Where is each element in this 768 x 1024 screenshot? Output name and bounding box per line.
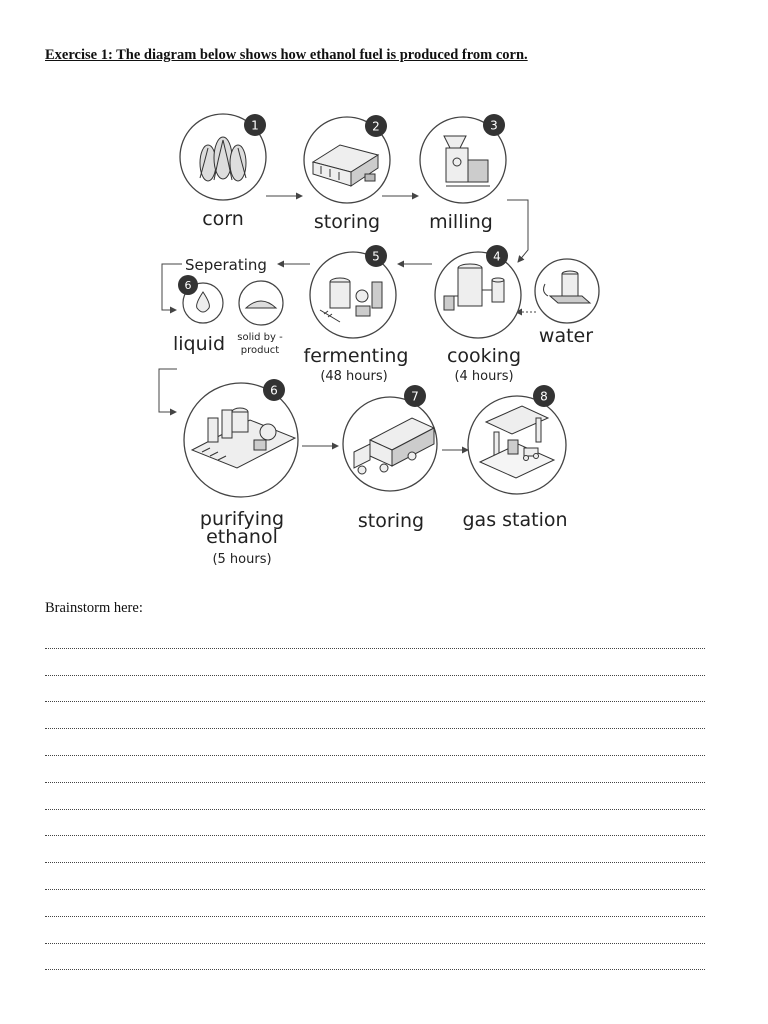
dotted-writing-line[interactable]	[45, 659, 705, 686]
step-7-label: storing	[357, 510, 425, 532]
step-2-number: 2	[372, 119, 380, 134]
dotted-writing-line[interactable]	[45, 632, 705, 659]
step-6-label-line1: purifying	[199, 508, 285, 530]
step-purifying	[184, 379, 298, 567]
step-4-number: 4	[493, 249, 501, 264]
step-milling	[420, 114, 506, 233]
dotted-writing-line[interactable]	[45, 900, 705, 927]
step-3-number: 3	[490, 118, 498, 133]
water-label: water	[538, 325, 594, 347]
step-5-duration: (48 hours)	[320, 369, 388, 384]
step-4-duration: (4 hours)	[454, 369, 514, 384]
step-gas-station	[462, 385, 567, 531]
dotted-writing-line[interactable]	[45, 766, 705, 793]
water-input	[516, 259, 599, 347]
dotted-writing-line[interactable]	[45, 846, 705, 873]
step-8-number: 8	[540, 389, 548, 404]
brainstorm-label: Brainstorm here:	[45, 600, 143, 616]
step-fermenting	[304, 245, 409, 384]
step-cooking	[435, 245, 521, 384]
arrow-milling-to-cooking	[507, 200, 528, 262]
step-6-duration: (5 hours)	[212, 552, 272, 567]
exercise-title: Exercise 1: The diagram below shows how ethanol fuel is produced from corn.	[45, 47, 528, 63]
dotted-writing-line[interactable]	[45, 793, 705, 820]
separating-label: Seperating	[185, 256, 267, 274]
solid-label-line1: solid by -	[237, 332, 283, 343]
step-storing-warehouse	[304, 115, 390, 233]
brainstorm-writing-lines[interactable]	[45, 632, 705, 980]
step-4-label: cooking	[446, 345, 522, 367]
liquid-number: 6	[184, 279, 192, 292]
step-corn	[180, 114, 266, 230]
dotted-writing-line[interactable]	[45, 739, 705, 766]
dotted-writing-line[interactable]	[45, 873, 705, 900]
step-8-label: gas station	[462, 509, 568, 531]
step-5-number: 5	[372, 249, 380, 264]
step-storing-truck	[343, 385, 437, 532]
dotted-writing-line[interactable]	[45, 712, 705, 739]
step-2-label: storing	[313, 211, 381, 233]
step-1-number: 1	[251, 118, 259, 133]
dotted-writing-line[interactable]	[45, 954, 705, 981]
step-6-label-line2: ethanol	[206, 526, 278, 548]
ethanol-process-diagram	[150, 100, 620, 580]
arrow-liquid-to-purifying	[159, 369, 177, 412]
step-7-number: 7	[411, 389, 419, 404]
dotted-writing-line[interactable]	[45, 820, 705, 847]
solid-label-line2: product	[240, 345, 280, 356]
step-6-number: 6	[270, 383, 278, 398]
separating-stage	[162, 256, 283, 356]
step-1-label: corn	[202, 208, 244, 230]
dotted-writing-line[interactable]	[45, 927, 705, 954]
step-3-label: milling	[429, 211, 493, 233]
dotted-writing-line[interactable]	[45, 686, 705, 713]
liquid-label: liquid	[173, 333, 225, 355]
step-5-label: fermenting	[303, 345, 409, 367]
